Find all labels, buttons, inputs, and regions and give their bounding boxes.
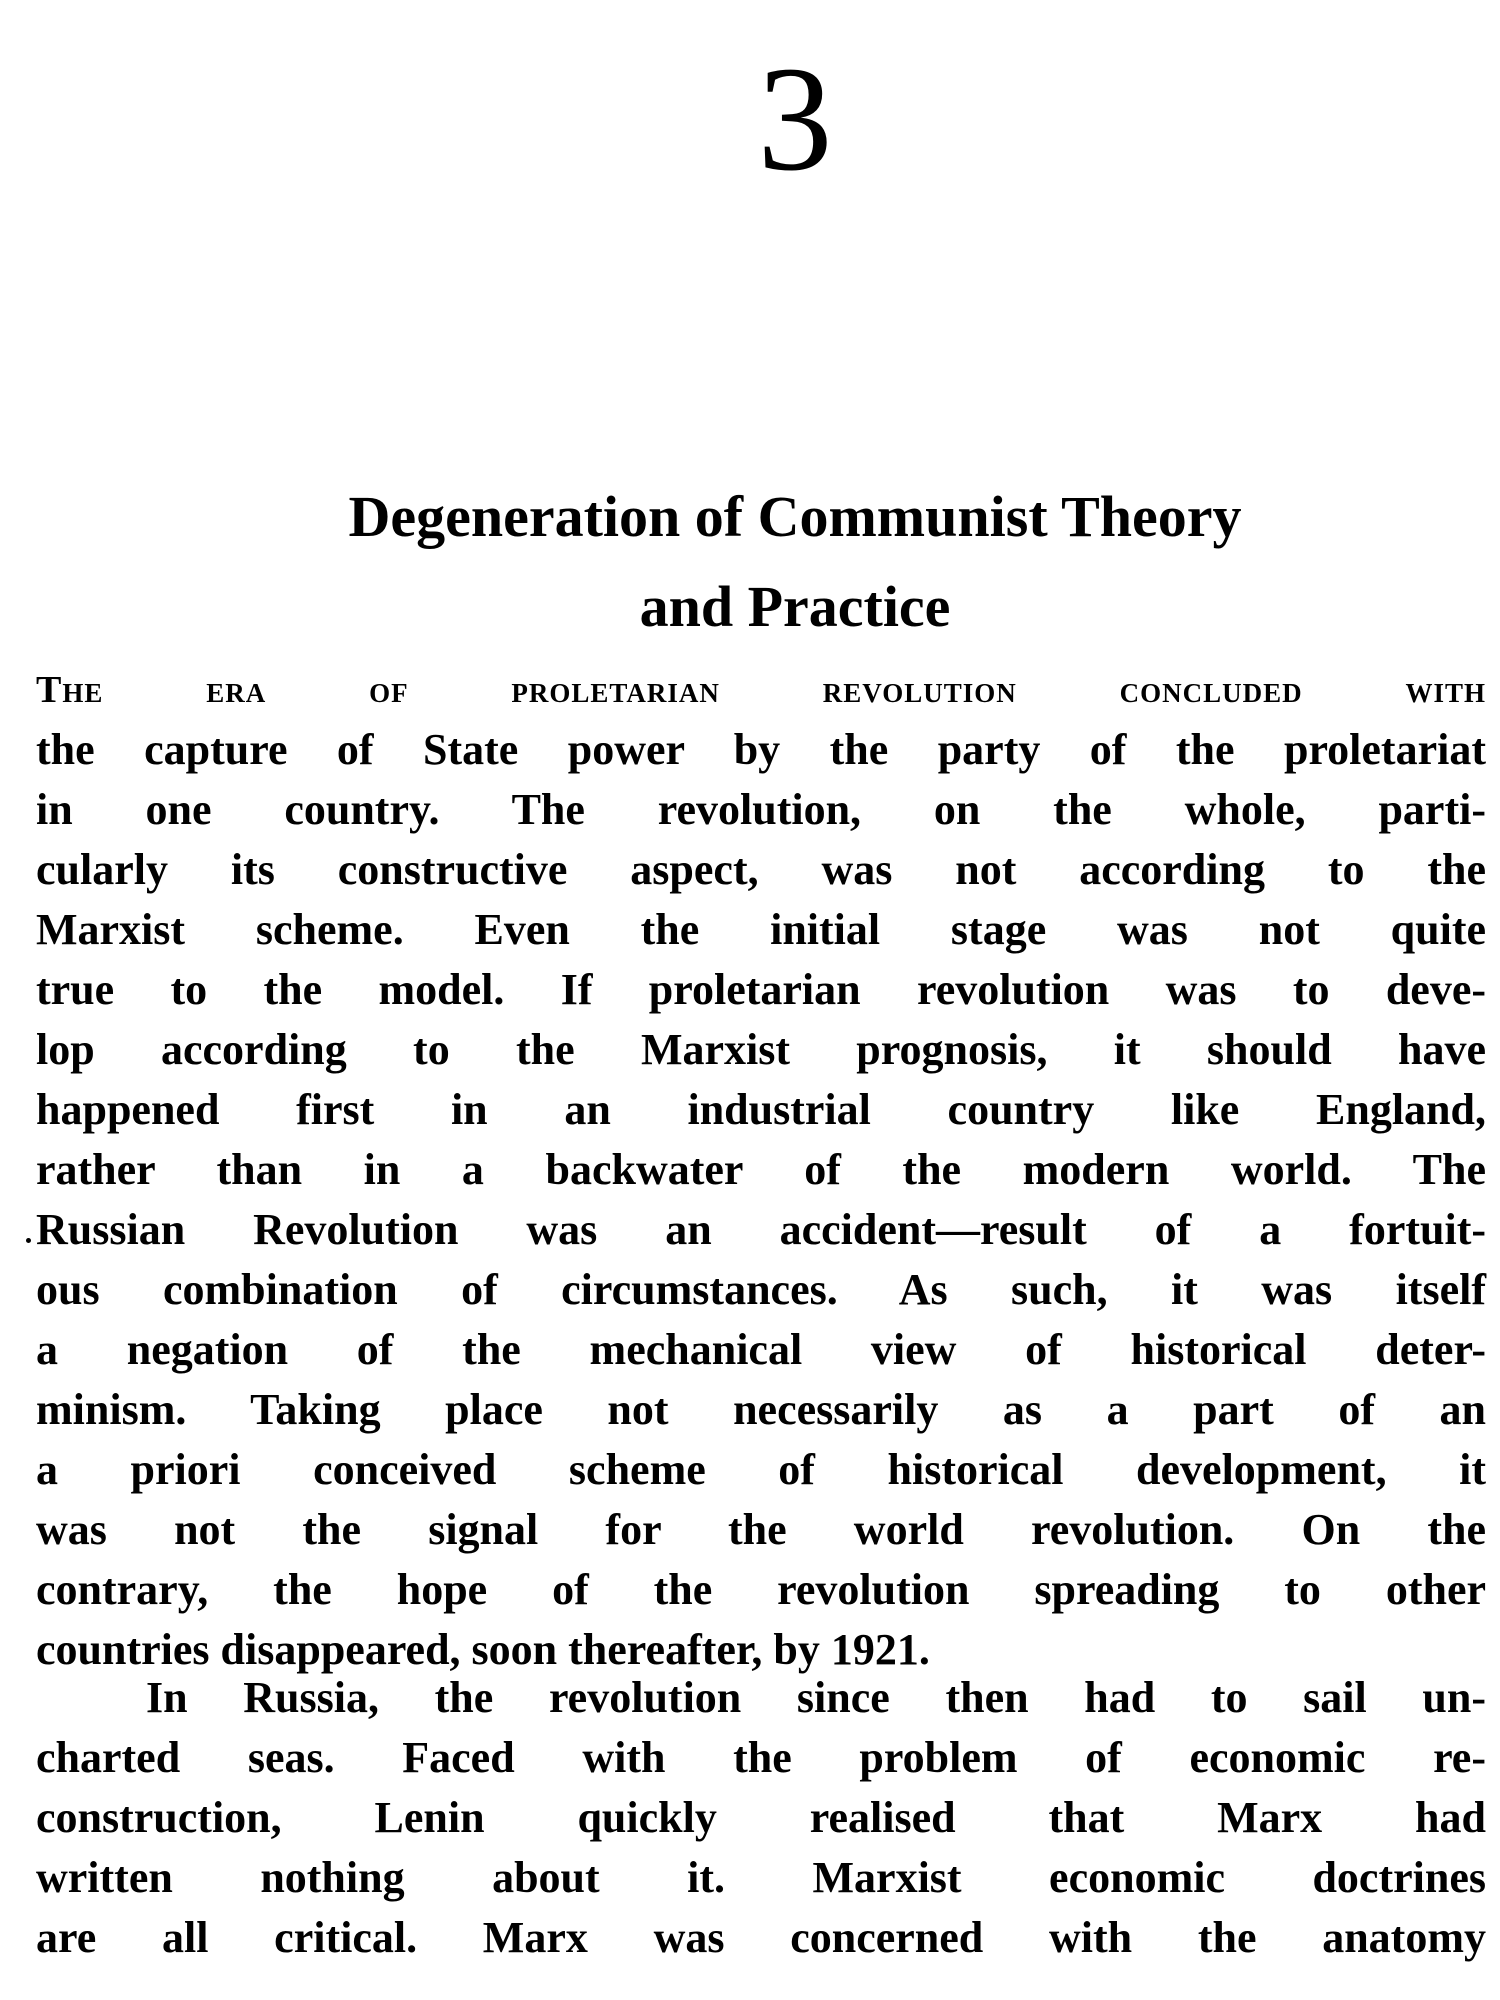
text-line: cularly its constructive aspect, was not according to the [36,845,1486,894]
text-line: charted seas. Faced with the problem of economic re- [36,1733,1486,1782]
text-line: happened first in an industrial country like England, [36,1085,1486,1134]
text-line: are all critical. Marx was concerned with the anatomy [36,1913,1486,1962]
text-line: was not the signal for the world revolution. On the [36,1505,1486,1554]
text-line: countries disappeared, soon thereafter, by 1921. [36,1625,930,1674]
text-line: lop according to the Marxist prognosis, it should have [36,1025,1486,1074]
text-line: the capture of State power by the party of the proletariat [36,725,1486,774]
text-line: construction, Lenin quickly realised that Marx had [36,1793,1486,1842]
text-line: true to the model. If proletarian revolution was to deve- [36,965,1486,1014]
chapter-title-line: and Practice [639,574,951,639]
paragraph-2 [36,1668,1486,1968]
chapter-title-line: Degeneration of Communist Theory [348,484,1242,549]
text-line: In Russia, the revolution since then had to sail un- [146,1673,1486,1722]
text-line: in one country. The revolution, on the whole, parti- [36,785,1486,834]
paragraph-1 [36,660,1486,1680]
text-line: a negation of the mechanical view of historical deter- [36,1325,1486,1374]
text-line: contrary, the hope of the revolution spreading to other [36,1565,1486,1614]
chapter-number: 3 [757,36,833,202]
text-line: ous combination of circumstances. As such, it was itself [36,1265,1486,1314]
margin-mark [26,1238,31,1243]
text-line: Russian Revolution was an accident—result of a fortuit- [36,1205,1486,1254]
chapter-title [0,472,1500,652]
text-line: a priori conceived scheme of historical development, it [36,1445,1486,1494]
text-line: Marxist scheme. Even the initial stage was not quite [36,905,1486,954]
text-line: The era of proletarian revolution concluded with [36,669,1486,711]
text-line: written nothing about it. Marxist economic doctrines [36,1853,1486,1902]
text-line: rather than in a backwater of the modern world. The [36,1145,1486,1194]
text-line: minism. Taking place not necessarily as a part of an [36,1385,1486,1434]
